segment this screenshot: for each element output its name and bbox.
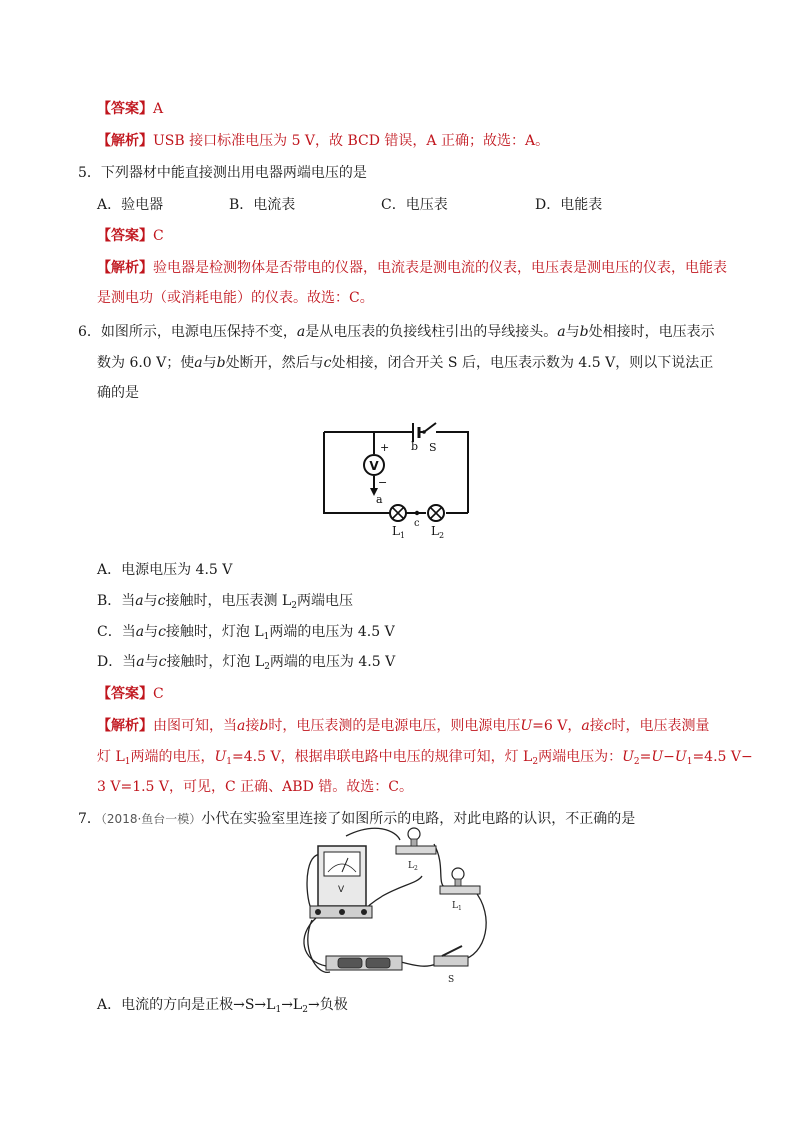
q7-option-a: A．电流的方向是正极$\to S\to L_1\to L_2\to$负极 xyxy=(97,997,348,1015)
answer-line-q6 xyxy=(97,684,164,704)
stem-text: 如图所示，电源电压保持不变， xyxy=(100,324,297,340)
var-b: b xyxy=(579,324,589,340)
analysis-tag: 【解析】 xyxy=(97,260,153,276)
junction-c-dot xyxy=(415,511,419,515)
question-text: 下列器材中能直接测出用电器两端电压的是 xyxy=(100,165,367,181)
analysis-line-q4 xyxy=(97,131,549,151)
stem-text: 与 xyxy=(202,355,217,371)
q5-option-c: C．电压表 xyxy=(381,197,448,213)
label-l1: $L_1$ xyxy=(392,524,406,540)
analysis-text: 验电器是检测物体是否带电的仪器，电流表是测电流的仪表，电压表是测电压的仪表，电能表 xyxy=(153,260,727,276)
analysis-line-q6-3: 3 V=1.5 V，可见，C 正确、ABD 错。故选：C。 xyxy=(97,779,413,795)
analysis-line-q6-1: 【解析】由图可知，当a接b时，电压表测的是电源电压，则电源电压U=6 V，a接c时，电压表测量 xyxy=(97,718,710,734)
bulb-l2-icon xyxy=(408,828,420,840)
label-l1: $L_1$ xyxy=(452,901,462,912)
answer-value: A xyxy=(153,101,164,117)
answer-value: C xyxy=(153,686,164,702)
analysis-tag: 【解析】 xyxy=(97,718,153,734)
question-number: 6． xyxy=(78,324,101,340)
switch-base xyxy=(434,956,468,966)
label-l2: $L_2$ xyxy=(431,524,445,540)
analysis-tag: 【解析】 xyxy=(97,133,153,149)
label-a: a xyxy=(376,493,383,506)
question-number: 7． xyxy=(78,811,101,827)
battery-cell-icon xyxy=(338,958,362,968)
analysis-line-q6-2: 灯 $L_1$两端的电压，$U_1=4.5$ V，根据串联电路中电压的规律可知，灯 $L_2$两端电压为：$U_2=U-U_1=4.5$ V− xyxy=(97,749,753,767)
label-s: S xyxy=(448,975,455,985)
q5-option-b: B．电流表 xyxy=(229,197,296,213)
var-a: a xyxy=(194,355,203,371)
var-b: b xyxy=(216,355,226,371)
label-b: b xyxy=(411,440,419,453)
stem-text: 处断开，然后与 xyxy=(225,355,324,371)
question-text: 小代在实验室里连接了如图所示的电路，对此电路的认识，不正确的是 xyxy=(201,811,636,827)
q7-circuit-photo xyxy=(296,826,496,990)
q6-option-b: B．当a与c接触时，电压表测 $L_2$两端电压 xyxy=(97,593,353,611)
question-6-stem-line1 xyxy=(78,322,715,342)
q6-option-c: C．当a与c接触时，灯泡 $L_1$两端的电压为 4.5 V xyxy=(97,624,395,642)
plus-sign: + xyxy=(380,441,390,454)
question-number: 5． xyxy=(78,165,101,181)
label-l2: $L_2$ xyxy=(408,861,418,872)
voltmeter-label: V xyxy=(369,459,379,473)
question-source: （2018·鱼台一模） xyxy=(100,812,202,826)
answer-value: C xyxy=(153,228,164,244)
analysis-line-q5-1 xyxy=(97,258,727,278)
switch-lever xyxy=(424,423,436,432)
bulb-l1-icon xyxy=(452,868,464,880)
question-5-stem xyxy=(78,163,367,183)
wire xyxy=(436,432,468,513)
answer-tag: 【答案】 xyxy=(97,101,153,117)
q5-option-d: D．电能表 xyxy=(535,197,603,213)
stem-text: 是从电压表的负接线柱引出的导线接头。 xyxy=(305,324,558,340)
battery-holder xyxy=(326,956,402,970)
q6-option-a: A．电源电压为 4.5 V xyxy=(97,562,233,578)
bulb-l1-base xyxy=(440,886,480,894)
answer-tag: 【答案】 xyxy=(97,228,153,244)
analysis-line-q5-2: 是测电功（或消耗电能）的仪表。故选：C。 xyxy=(97,290,374,306)
switch-lever-icon xyxy=(442,946,462,956)
bulb-l2-base xyxy=(396,846,436,854)
minus-sign: − xyxy=(378,476,388,489)
question-6-stem-line2 xyxy=(97,353,713,373)
battery-cell-icon xyxy=(366,958,390,968)
answer-line-q4 xyxy=(97,99,163,119)
stem-text: 数为 6.0 V；使 xyxy=(97,355,195,371)
q6-circuit-diagram xyxy=(318,418,478,540)
var-c: c xyxy=(323,355,332,371)
label-c: c xyxy=(414,518,420,529)
q5-option-a: A．验电器 xyxy=(97,197,164,213)
junction-dot xyxy=(422,430,426,434)
var-a: a xyxy=(557,324,566,340)
label-s: S xyxy=(429,441,437,454)
stem-text: 与 xyxy=(565,324,580,340)
stem-text: 处相接时，电压表示 xyxy=(588,324,715,340)
analysis-text: USB 接口标准电压为 5 V，故 BCD 错误，A 正确；故选：A。 xyxy=(153,133,550,149)
var-a: a xyxy=(296,324,306,340)
answer-tag: 【答案】 xyxy=(97,686,153,702)
stem-text: 处相接，闭合开关 S 后，电压表示数为 4.5 V，则以下说法正 xyxy=(331,355,714,371)
meter-label: V xyxy=(338,885,345,895)
q6-option-d: D．当a与c接触时，灯泡 $L_2$两端的电压为 4.5 V xyxy=(97,654,396,672)
question-6-stem-line3: 确的是 xyxy=(97,385,139,401)
answer-line-q5 xyxy=(97,226,164,246)
